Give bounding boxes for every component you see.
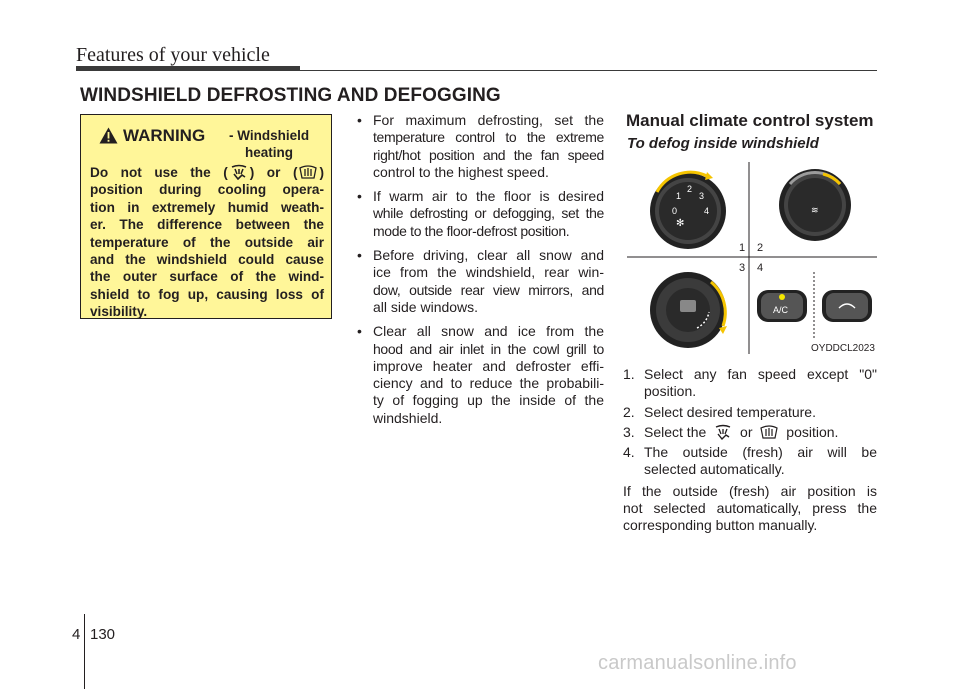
bullet-dot: • bbox=[357, 247, 362, 264]
cell-label-4: 4 bbox=[757, 262, 764, 274]
fan-speed-knob bbox=[650, 172, 726, 249]
step-list bbox=[623, 366, 877, 535]
bullet-line: hood and air inlet in the cowl grill to bbox=[373, 340, 604, 357]
bullet-line: windshield. bbox=[373, 409, 443, 426]
ac-button bbox=[757, 290, 807, 322]
cell-label-1: 1 bbox=[739, 242, 746, 254]
bullet-dot: • bbox=[357, 112, 362, 128]
bullet-line: Before driving, clear all snow and bbox=[373, 247, 604, 264]
step-item bbox=[623, 404, 877, 421]
bullet-dot: • bbox=[357, 323, 362, 340]
step-item bbox=[623, 444, 877, 479]
fan-label-3: 3 bbox=[699, 191, 705, 201]
bullet-line: right/hot position and the fan speed bbox=[373, 146, 604, 163]
defrost-mode-icon bbox=[756, 424, 782, 440]
step-number: 1. bbox=[623, 366, 635, 382]
cell-label-2: 2 bbox=[757, 242, 764, 254]
warning-text bbox=[90, 164, 324, 321]
bullet-dot: • bbox=[357, 188, 362, 205]
bullet-item bbox=[354, 323, 604, 427]
page-header-title: Features of your vehicle bbox=[76, 44, 270, 66]
note-line: If the outside (fresh) air position is bbox=[623, 482, 877, 499]
bullet-item bbox=[354, 188, 604, 240]
bullet-list bbox=[354, 112, 604, 434]
climate-control-title: Manual climate control system bbox=[626, 111, 874, 130]
header-rule bbox=[76, 70, 877, 71]
step-line: Select the or position. bbox=[644, 423, 839, 440]
floor-defrost-mode-icon bbox=[228, 164, 250, 180]
warning-subtitle-2: heating bbox=[245, 145, 294, 160]
bullet-line: temperature control to the extreme bbox=[373, 129, 604, 146]
bullet-line: improve heater and defroster effi- bbox=[373, 357, 604, 374]
warning-box bbox=[80, 114, 332, 319]
note-line: corresponding button manually. bbox=[623, 517, 818, 534]
temperature-knob bbox=[779, 169, 851, 241]
air-intake-button bbox=[822, 290, 872, 322]
temperature-icon: ≋ bbox=[811, 206, 819, 216]
bullet-line: ty of fogging up the inside of the bbox=[373, 392, 604, 409]
warning-subtitle: - Windshield bbox=[229, 128, 310, 143]
bullet-line: mode to the floor-defrost position. bbox=[373, 222, 570, 239]
ac-label: A/C bbox=[773, 305, 789, 315]
fan-label-1: 1 bbox=[676, 191, 682, 201]
warning-line: shield to fog up, causing loss of bbox=[90, 286, 324, 302]
step-line: Select any fan speed except "0" bbox=[644, 366, 877, 382]
watermark: carmanualsonline.info bbox=[598, 652, 797, 674]
step-line: The outside (fresh) air will be bbox=[644, 444, 877, 461]
bullet-line: For maximum defrosting, set the bbox=[373, 112, 604, 128]
warning-line: Do not use the ( ) or ( ) bbox=[90, 165, 324, 180]
fan-label-0: 0 bbox=[672, 206, 678, 216]
step-number: 3. bbox=[623, 423, 635, 440]
bullet-line: If warm air to the floor is desired bbox=[373, 188, 604, 205]
note-line: not selected automatically, press the bbox=[623, 500, 877, 517]
figure-code: OYDDCL2023 bbox=[811, 343, 875, 354]
bullet-line: while defrosting or defogging, set the bbox=[373, 205, 604, 222]
page-number: 130 bbox=[90, 626, 116, 643]
warning-line: temperature of the outside air bbox=[90, 234, 324, 250]
defog-subtitle: To defog inside windshield bbox=[627, 135, 819, 152]
warning-triangle-icon bbox=[99, 127, 118, 144]
bullet-line: ice from the windshield, rear win- bbox=[373, 264, 604, 281]
step-line: selected automatically. bbox=[644, 461, 785, 478]
footer-rule bbox=[84, 614, 85, 689]
fan-label-2: 2 bbox=[687, 184, 693, 194]
chapter-number: 4 bbox=[72, 626, 81, 643]
bullet-line: ciency and to reduce the probabili- bbox=[373, 375, 604, 392]
warning-label: WARNING bbox=[123, 126, 206, 145]
step-line: Select desired temperature. bbox=[644, 403, 816, 420]
step-line: position. bbox=[644, 383, 697, 400]
warning-line: tion in extremely humid weath- bbox=[90, 199, 324, 215]
bullet-line: control to the highest speed. bbox=[373, 163, 549, 180]
warning-line: visibility. bbox=[90, 304, 148, 320]
floor-defrost-mode-icon bbox=[710, 424, 736, 440]
step-number: 2. bbox=[623, 403, 635, 420]
warning-line: and the windshield could cause bbox=[90, 252, 324, 268]
step-number: 4. bbox=[623, 444, 635, 461]
bullet-line: dow, outside rear view mirrors, and bbox=[373, 281, 604, 298]
step-item bbox=[623, 424, 877, 441]
mode-knob bbox=[650, 272, 727, 348]
fan-icon: ✻ bbox=[676, 218, 685, 229]
warning-line: the outer surface of the wind- bbox=[90, 269, 324, 285]
bullet-item bbox=[354, 112, 604, 181]
warning-line: er. The difference between the bbox=[90, 217, 324, 233]
bullet-line: all side windows. bbox=[373, 298, 479, 315]
fan-label-4: 4 bbox=[704, 206, 710, 216]
manual-note bbox=[623, 483, 877, 535]
defrost-mode-icon bbox=[297, 164, 319, 180]
bullet-line: Clear all snow and ice from the bbox=[373, 323, 604, 340]
section-title: WINDSHIELD DEFROSTING AND DEFOGGING bbox=[80, 85, 501, 106]
cell-label-3: 3 bbox=[739, 262, 746, 274]
bullet-item bbox=[354, 247, 604, 316]
warning-line: position during cooling opera- bbox=[90, 182, 324, 198]
step-item bbox=[623, 366, 877, 401]
climate-control-figure bbox=[627, 162, 877, 354]
